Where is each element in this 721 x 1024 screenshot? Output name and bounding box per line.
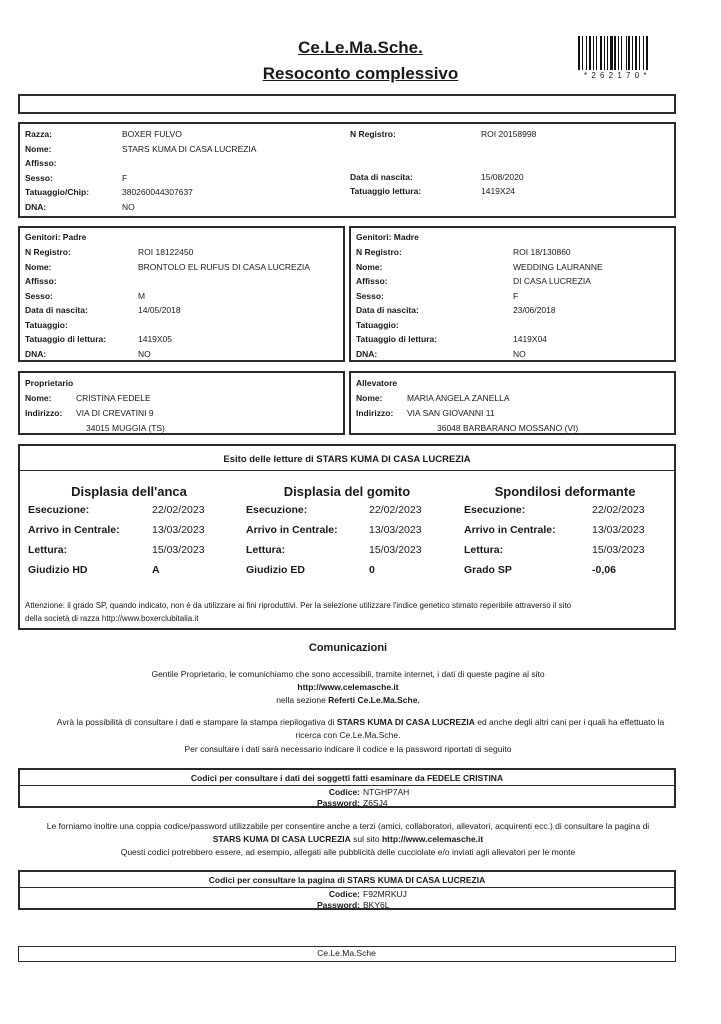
result-field-label: Lettura: [464, 544, 504, 556]
results-box [18, 444, 676, 630]
barcode-bar [632, 36, 633, 70]
comms-p1-section-name: Referti Ce.Le.Ma.Sche. [328, 695, 420, 705]
result-field-label: Arrivo in Centrale: [246, 524, 338, 536]
comms-p2-line3: Per consultare i dati sarà necessario indicare il codice e la password riportati di seguito [184, 744, 512, 754]
footer-text: Ce.Le.Ma.Sche [317, 948, 376, 958]
mother-field-label: Affisso: [356, 276, 388, 286]
result-field-value: -0,06 [592, 564, 616, 576]
comms-p3-url: http://www.celemasche.it [381, 834, 484, 844]
mother-field-value: ROI 18/130860 [513, 247, 571, 257]
breeder-address-label: Indirizzo: [356, 408, 394, 418]
barcode-bar [589, 36, 591, 70]
owner-box [18, 371, 345, 435]
result-column-heading: Spondilosi deformante [494, 484, 636, 499]
barcode-bar [593, 36, 594, 70]
result-field-value: 15/03/2023 [592, 544, 645, 556]
result-field-value: 13/03/2023 [152, 524, 205, 536]
comms-p3-line1: Le forniamo inoltre una coppia codice/password utilizzabile per consentire anche a terzi (amici, collaboratori, allevatori, acquirenti ecc.) di consultare la pagina di [46, 821, 650, 831]
result-field-value: 15/03/2023 [369, 544, 422, 556]
barcode-number: * 2 6 2 1 7 0 * [584, 71, 648, 80]
result-field-value: 13/03/2023 [592, 524, 645, 536]
barcode-bar [628, 36, 630, 70]
comms-title: Comunicazioni [308, 642, 388, 654]
comms-p2-line2: ricerca con Ce.Le.Ma.Sche. [295, 730, 401, 740]
father-header: Genitori: Padre [25, 232, 87, 242]
mother-field-value: 1419X04 [513, 334, 548, 344]
result-field-label: Grado SP [464, 564, 512, 576]
comms-p2-dog-name: STARS KUMA DI CASA LUCREZIA [336, 717, 475, 727]
barcode [578, 36, 678, 70]
comms-p1-url: http://www.celemasche.it [297, 682, 399, 692]
result-field-label: Lettura: [246, 544, 286, 556]
page-password-label: Password: [317, 900, 360, 910]
result-field-label: Arrivo in Centrale: [464, 524, 556, 536]
results-note-line1: Attenzione: il grado SP, quando indicato, non è da utilizzare ai fini riproduttivi. Per la selezione utilizzare l'indice genetico stimato reperibile attraverso il sito [25, 601, 572, 610]
result-field-label: Lettura: [28, 544, 68, 556]
mother-field-label: Data di nascita: [356, 305, 419, 315]
mother-field-label: N Registro: [356, 247, 402, 257]
results-note-line2: della società di razza http://www.boxerclubitalia.it [25, 614, 199, 623]
father-field-label: Tatuaggio: [25, 319, 68, 330]
comms-p2-text-pre: Avrà la possibilità di consultare i dati e stampare la stampa riepilogativa di [56, 717, 337, 727]
codes-box-owner-divider [20, 785, 674, 786]
codes-box-page-title: Codici per consultare la pagina di STARS KUMA DI CASA LUCREZIA [208, 875, 486, 885]
mother-field-value: 23/06/2018 [513, 305, 556, 315]
comms-p3-line3: Questi codici potrebbero essere, ad esempio, allegati alle pubblicità delle cucciolate e/o inviati agli allevatori per le monte [120, 847, 576, 857]
breeder-address-line1: VIA SAN GIOVANNI 11 [407, 408, 495, 418]
page-password-value: BKY6L [363, 900, 390, 910]
barcode-bar [614, 36, 616, 70]
result-column-heading: Displasia del gomito [283, 484, 411, 499]
result-field-value: 22/02/2023 [152, 504, 205, 516]
empty-header-bar [18, 94, 676, 114]
comms-p3-dog-name: STARS KUMA DI CASA LUCREZIA [212, 834, 351, 844]
breeder-name: MARIA ANGELA ZANELLA [407, 393, 510, 403]
barcode-bar [610, 36, 613, 70]
owner-name: CRISTINA FEDELE [76, 393, 151, 403]
comms-p1-line3 [0, 696, 696, 705]
dog-field-value: 380260044307637 [122, 187, 193, 198]
codes-box-page [18, 870, 676, 910]
org-title: Ce.Le.Ma.Sche. [298, 38, 423, 57]
owner-address-line2: 34015 MUGGIA (TS) [86, 423, 165, 433]
dog-field-value: BOXER FULVO [122, 129, 182, 139]
results-title: Esito delle letture di STARS KUMA DI CASA LUCREZIA [223, 454, 471, 465]
mother-field-label: Sesso: [356, 290, 384, 301]
codes-box-owner [18, 768, 676, 808]
dog-right-value: ROI 20158998 [481, 129, 537, 139]
barcode-bar [639, 36, 640, 70]
dog-field-label: Nome: [25, 143, 52, 154]
results-divider [20, 470, 674, 471]
mother-field-value: F [513, 290, 519, 301]
page-code-value: F92MRKUJ [363, 889, 407, 899]
comms-p2-line1 [0, 718, 721, 727]
father-box [18, 226, 345, 362]
mother-field-label: Tatuaggio: [356, 319, 399, 330]
father-field-label: Nome: [25, 261, 52, 272]
owner-password-label: Password: [317, 798, 360, 808]
comms-p2-text-post: ed anche degli altri cani per i quali ha effettuato la [474, 717, 665, 727]
dog-field-label: Affisso: [25, 158, 57, 169]
mother-field-label: Tatuaggio di lettura: [356, 334, 438, 344]
result-field-value: 13/03/2023 [369, 524, 422, 536]
breeder-name-label: Nome: [356, 393, 383, 403]
father-field-label: DNA: [25, 348, 47, 359]
page-code-label: Codice: [328, 889, 360, 899]
result-field-label: Arrivo in Centrale: [28, 524, 120, 536]
barcode-bar [621, 36, 622, 70]
breeder-address-line2: 36048 BARBARANO MOSSANO (VI) [437, 423, 579, 433]
codes-box-page-divider [20, 887, 674, 888]
father-field-label: Data di nascita: [25, 305, 88, 315]
breeder-header: Allevatore [356, 378, 398, 388]
father-field-label: Sesso: [25, 290, 53, 301]
result-field-label: Giudizio ED [246, 564, 305, 576]
result-field-label: Giudizio HD [28, 564, 88, 576]
dog-info-box [18, 122, 676, 218]
breeder-box [349, 371, 676, 435]
result-field-value: A [152, 564, 160, 576]
barcode-bar [646, 36, 648, 70]
owner-address-label: Indirizzo: [25, 408, 63, 418]
result-field-label: Esecuzione: [246, 504, 308, 516]
father-field-label: Tatuaggio di lettura: [25, 334, 107, 344]
page-title: Resoconto complessivo [262, 64, 459, 83]
father-field-value: M [138, 290, 146, 301]
dog-field-label: DNA: [25, 202, 47, 212]
barcode-bar [578, 36, 580, 70]
result-field-value: 15/03/2023 [152, 544, 205, 556]
barcode-bar [582, 36, 583, 70]
mother-header: Genitori: Madre [356, 232, 419, 242]
dog-field-value: F [122, 172, 128, 183]
father-field-value: ROI 18122450 [138, 247, 194, 257]
dog-right-label: Data di nascita: [350, 172, 413, 182]
comms-p1-line3-text: nella sezione [276, 695, 329, 705]
father-field-label: Affisso: [25, 276, 57, 286]
dog-field-value: NO [122, 202, 135, 212]
mother-field-label: DNA: [356, 348, 378, 359]
dog-field-label: Tatuaggio/Chip: [25, 187, 90, 198]
codes-box-owner-title: Codici per consultare i dati dei soggetti fatti esaminare da FEDELE CRISTINA [190, 773, 504, 783]
mother-field-value: WEDDING LAURANNE [513, 261, 603, 272]
dog-field-label: Razza: [25, 129, 52, 139]
owner-code-label: Codice: [328, 787, 360, 797]
result-field-label: Esecuzione: [464, 504, 526, 516]
barcode-bar [626, 36, 627, 70]
mother-field-value: NO [513, 348, 526, 359]
father-field-label: N Registro: [25, 247, 71, 257]
mother-box [349, 226, 676, 362]
result-field-value: 22/02/2023 [592, 504, 645, 516]
owner-header: Proprietario [25, 378, 74, 388]
dog-field-label: Sesso: [25, 172, 53, 183]
result-field-value: 22/02/2023 [369, 504, 422, 516]
mother-field-value: DI CASA LUCREZIA [513, 276, 591, 286]
father-field-value: BRONTOLO EL RUFUS DI CASA LUCREZIA [138, 261, 310, 272]
mother-field-label: Nome: [356, 261, 383, 272]
dog-right-value: 1419X24 [481, 186, 516, 196]
result-field-value: 0 [369, 564, 375, 576]
owner-code-value: NTGHP7AH [363, 787, 410, 797]
father-field-value: 14/05/2018 [138, 305, 181, 315]
footer-box [18, 946, 676, 962]
dog-right-label: Tatuaggio lettura: [350, 186, 422, 196]
barcode-bar [586, 36, 587, 70]
father-field-value: NO [138, 348, 151, 359]
comms-p3-text-mid: sul sito [350, 834, 382, 844]
barcode-bar [604, 36, 605, 70]
comms-p3-line2 [0, 835, 696, 844]
dog-field-value: STARS KUMA DI CASA LUCREZIA [122, 143, 257, 154]
result-field-label: Esecuzione: [28, 504, 90, 516]
dog-right-value: 15/08/2020 [481, 172, 524, 182]
owner-name-label: Nome: [25, 393, 52, 403]
comms-p1-line1: Gentile Proprietario, le comunichiamo che sono accessibili, tramite internet, i dati di queste pagine al sito [151, 669, 545, 679]
father-field-value: 1419X05 [138, 334, 173, 344]
owner-address-line1: VIA DI CREVATINI 9 [76, 408, 154, 418]
barcode-bar [635, 36, 637, 70]
barcode-bar [618, 36, 619, 70]
barcode-bar [596, 36, 597, 70]
barcode-bar [643, 36, 644, 70]
result-column-heading: Displasia dell'anca [71, 484, 187, 499]
barcode-bar [600, 36, 602, 70]
dog-right-label: N Registro: [350, 129, 396, 139]
owner-password-value: Z6SJ4 [363, 798, 388, 808]
barcode-bar [607, 36, 608, 70]
